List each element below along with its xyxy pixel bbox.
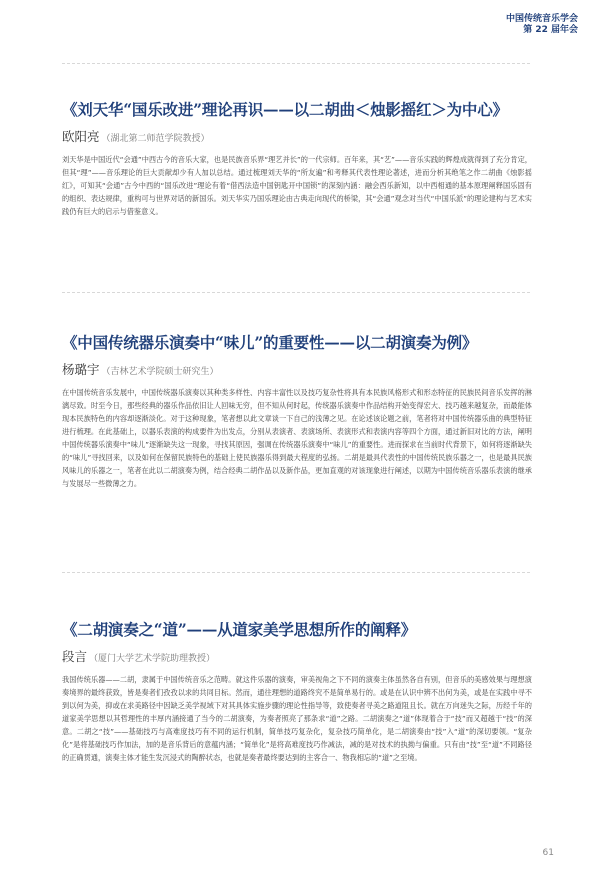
author-affiliation: （湖北第二师范学院教授） xyxy=(101,134,210,144)
article-3 xyxy=(62,620,532,771)
author-name: 杨璐宇 xyxy=(62,362,100,377)
author-name: 欧阳亮 xyxy=(62,129,100,144)
article-abstract: 我国传统乐器——二胡，隶属于中国传统音乐之范畴。就这件乐器的演奏，审美视角之下不同的演奏主体虽然各自有别，但音乐的美感效果与理想演奏境界的最终获致，皆是奏者们孜孜以求的共同目标。然而，通往理想的道路终究不是简单易行的。或是在认识中辨不出何为美，或是在实践中寻不到以何为美，抑或在求美路径中因缺乏美学视域下对其具体实施步骤的理论性指导等，致使奏者寻美之路道阻且长。就在万向迷失之际，历经千年的道家美学思想以其哲理性的丰厚内涵接通了当今的二胡演奏，为奏者照亮了那条求“道”之路。二胡演奏之“道”体现着合于“技”而又超越于“技”的深意。二胡之“技”——基础技巧与高难度技巧有不同的运行机制，简单技巧复杂化，复杂技巧简单化，是二胡演奏由“技”入“道”的深切要领。“复杂化”是将基础技巧作加法，加的是音乐背后的意蕴内涵；“简单化”是将高难度技巧作减法，减的是对技术的执拗与偏重。只有由“技”至“道”不同路径的正确贯通，演奏主体才能生发沉浸式的陶醉状态，也就是奏者最终要达到的主客合一、物我相忘的“道”之至境。 xyxy=(62,675,532,762)
section-divider xyxy=(62,292,530,293)
article-title: 《刘天华“国乐改进”理论再识——以二胡曲＜烛影摇红＞为中心》 xyxy=(62,100,508,119)
article-title: 《二胡演奏之“道”——从道家美学思想所作的阐释》 xyxy=(62,620,417,639)
article-abstract: 在中国传统音乐发展中，中国传统器乐演奏以其种类多样性、内容丰富性以及技巧复杂性将具有本民族风格形式和形态特征的民族民间音乐发挥的淋漓尽致。时至今日，那些经典的器乐作品依旧让人回味无穷，但不知从何时起，传统器乐演奏中作品结构开始变得宏大、技巧越来越复杂，而最能体现本民族特色的内容却逐渐淡化。对于这种现象，笔者想以此文章谈一下自己的浅薄之见。在论述该论题之前，笔者将对中国传统器乐曲的典型特征进行梳理。在此基础上，以器乐表演的构成要件为出发点，分别从表演者、表演场所、表演形式和表演内容等四个方面，通过新旧对比的方法，阐明中国传统器乐演奏中“味儿”逐渐缺失这一现象，寻找其原因，强调在传统器乐演奏中“味儿”的重要性。进而探求在当前时代背景下，如何将逐渐缺失的“味儿”寻找回来，以及如何在保留民族特色的基础上使民族器乐得到最大程度的弘扬。二胡是最具代表性的中国传统民族乐器之一，也是最具民族风味儿的乐器之一，笔者在此以二胡演奏为例，结合经典二胡作品以及新作品，更加直观的对该现象进行阐述，以期为中国传统音乐器乐表演的继承与发展尽一些微薄之力。 xyxy=(62,388,532,488)
article-1 xyxy=(62,100,532,225)
page-number: 61 xyxy=(542,848,554,858)
article-2 xyxy=(62,333,532,497)
author-name: 段言 xyxy=(62,649,88,664)
section-divider xyxy=(62,63,530,64)
author-affiliation: （吉林艺术学院硕士研究生） xyxy=(101,367,219,377)
author-line xyxy=(62,646,532,665)
conference-session: 第 22 届年会 xyxy=(523,25,578,35)
section-divider xyxy=(62,572,530,573)
article-abstract: 刘天华是中国近代“会通”中西古今的音乐大家，也是民族音乐界“理艺并长”的一代宗师。百年来，其“艺”——音乐实践的辉煌成就得到了充分肯定，但其“理”——音乐理论的巨大贡献却少有人加以总结。通过梳理刘天华的“所友遍”和考释其代表性理论著述，进而分析其绝笔之作二胡曲《烛影摇红》，可知其“会通”古今中西的“国乐改进”理论有着“借西法造中国钥匙开中国锁”的深刻内涵：融会西乐新知，以中西相通的基本原理阐释国乐固有的组织、表达规律，重构可与世界对话的新国乐。刘天华实乃国乐理论由古典走向现代的桥梁，其“会通”观念对当代“中国乐派”的理论建构与艺术实践仍有巨大的启示与借鉴意义。 xyxy=(62,155,532,216)
article-title: 《中国传统器乐演奏中“味儿”的重要性——以二胡演奏为例》 xyxy=(62,333,478,352)
author-line xyxy=(62,359,532,378)
author-affiliation: （厦门大学艺术学院助理教授） xyxy=(89,654,216,664)
author-line xyxy=(62,126,532,145)
conference-header xyxy=(506,14,578,36)
conference-name: 中国传统音乐学会 xyxy=(505,14,578,24)
